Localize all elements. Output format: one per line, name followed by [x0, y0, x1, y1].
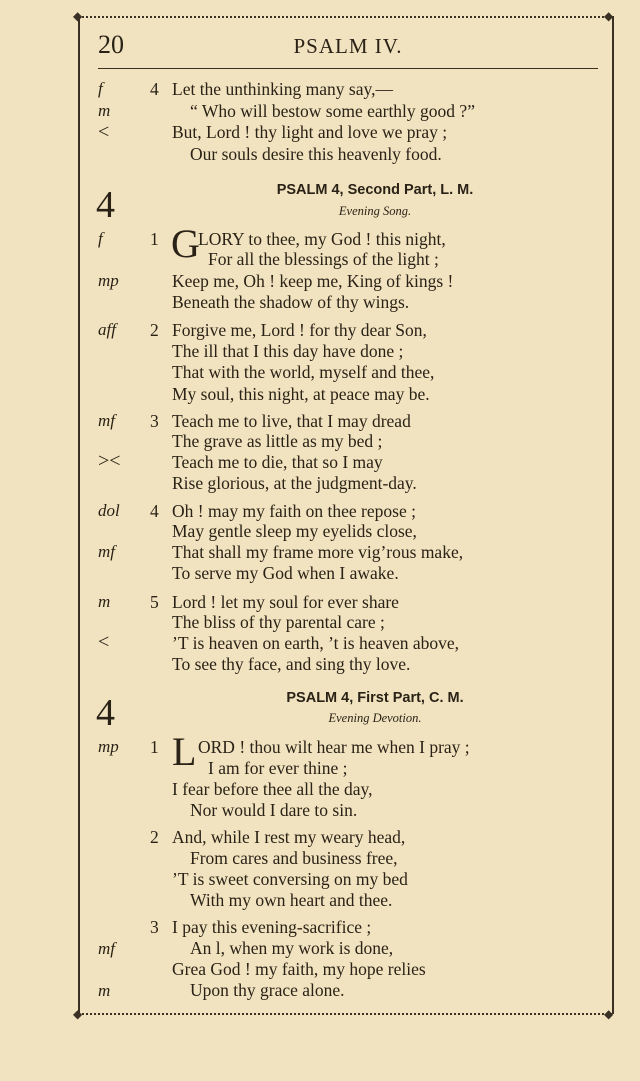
- hymn-line: That shall my frame more vig’rous make,: [172, 542, 464, 562]
- section-title: PSALM 4, First Part, C. M.: [286, 690, 464, 706]
- section-subtitle: Evening Devotion.: [328, 711, 422, 725]
- hymn-line: My soul, this night, at peace may be.: [172, 384, 430, 404]
- hymn-line: From cares and business free,: [190, 848, 398, 868]
- dynamic-mark: mf: [98, 411, 115, 430]
- frame-top-border: [78, 16, 612, 18]
- dynamic-mark: dol: [98, 501, 120, 520]
- swell-mark: ><: [98, 450, 121, 472]
- dynamic-mark: f: [98, 229, 103, 248]
- crescendo-mark: <: [98, 631, 110, 653]
- hymn-line: I pay this evening-sacrifice ;: [172, 917, 372, 937]
- dynamic-mark: aff: [98, 320, 116, 339]
- hymn-line: Beneath the shadow of thy wings.: [172, 292, 410, 312]
- verse-number: 4: [150, 501, 159, 521]
- hymn-line: Grea God ! my faith, my hope relies: [172, 959, 426, 979]
- hymn-line: To serve my God when I awake.: [172, 563, 399, 583]
- dynamic-mark: mp: [98, 737, 119, 756]
- hymn-line: And, while I rest my weary head,: [172, 827, 406, 847]
- hymn-line: The bliss of thy parental care ;: [172, 612, 385, 632]
- hymn-line: Forgive me, Lord ! for thy dear Son,: [172, 320, 427, 340]
- page-number: 20: [98, 30, 124, 59]
- verse-number: 3: [150, 411, 159, 431]
- corner-ornament-icon: ◆: [604, 1007, 614, 1021]
- dynamic-mark: f: [98, 79, 103, 98]
- hymn-line: LORY to thee, my God ! this night,: [198, 229, 446, 249]
- dynamic-mark: mp: [98, 271, 119, 290]
- hymn-line: Upon thy grace alone.: [190, 980, 345, 1000]
- crescendo-mark: <: [98, 121, 110, 143]
- hymn-line: An l, when my work is done,: [190, 938, 394, 958]
- verse-number: 5: [150, 592, 159, 612]
- verse-number: 4: [150, 79, 159, 99]
- section-title: PSALM 4, Second Part, L. M.: [276, 182, 474, 198]
- page-header: [98, 30, 598, 64]
- hymn-line: Keep me, Oh ! keep me, King of kings !: [172, 271, 454, 291]
- hymn-line: ’T is heaven on earth, ’t is heaven above,: [172, 633, 460, 653]
- hymn-line: To see thy face, and sing thy love.: [172, 654, 411, 674]
- hymn-line: Teach me to live, that I may dread: [172, 411, 411, 431]
- hymn-line: That with the world, myself and thee,: [172, 362, 435, 382]
- corner-ornament-icon: ◆: [73, 1007, 83, 1021]
- running-title: PSALM IV.: [293, 34, 403, 58]
- hymn-line: With my own heart and thee.: [190, 890, 393, 910]
- hymn-line: But, Lord ! thy light and love we pray ;: [172, 122, 448, 142]
- dynamic-mark: mf: [98, 939, 115, 958]
- hymn-line: Lord ! let my soul for ever share: [172, 592, 399, 612]
- hymn-line: ORD ! thou wilt hear me when I pray ;: [198, 737, 470, 757]
- corner-ornament-icon: ◆: [73, 9, 83, 23]
- hymn-line: I am for ever thine ;: [208, 758, 348, 778]
- drop-cap: L: [172, 729, 197, 774]
- hymn-line: Oh ! may my faith on thee repose ;: [172, 501, 416, 521]
- verse-number: 2: [150, 827, 159, 847]
- dynamic-mark: m: [98, 101, 111, 120]
- hymn-line: I fear before thee all the day,: [172, 779, 373, 799]
- hymn-line: Rise glorious, at the judgment-day.: [172, 473, 417, 493]
- verse-number: 1: [150, 737, 159, 757]
- frame-bottom-border: [78, 1013, 612, 1015]
- psalm-number: 4: [96, 692, 115, 734]
- hymn-line: For all the blessings of the light ;: [208, 249, 439, 269]
- drop-cap: G: [171, 221, 200, 266]
- section-subtitle: Evening Song.: [338, 204, 412, 218]
- psalm-number: 4: [96, 184, 115, 226]
- verse-number: 2: [150, 320, 159, 340]
- dynamic-mark: m: [98, 981, 111, 1000]
- header-rule: [98, 68, 598, 69]
- hymn-line: Our souls desire this heavenly food.: [190, 144, 442, 164]
- hymn-line: May gentle sleep my eyelids close,: [172, 521, 417, 541]
- corner-ornament-icon: ◆: [604, 9, 614, 23]
- verse-number: 1: [150, 229, 159, 249]
- hymn-line: “ Who will bestow some earthly good ?”: [190, 101, 475, 121]
- dynamic-mark: m: [98, 592, 111, 611]
- hymn-line: ’T is sweet conversing on my bed: [172, 869, 408, 889]
- hymn-line: Let the unthinking many say,—: [172, 79, 393, 99]
- hymn-line: Teach me to die, that so I may: [172, 452, 383, 472]
- hymn-line: Nor would I dare to sin.: [190, 800, 358, 820]
- dynamic-mark: mf: [98, 542, 115, 561]
- hymn-line: The ill that I this day have done ;: [172, 341, 404, 361]
- hymn-line: The grave as little as my bed ;: [172, 431, 383, 451]
- verse-number: 3: [150, 917, 159, 937]
